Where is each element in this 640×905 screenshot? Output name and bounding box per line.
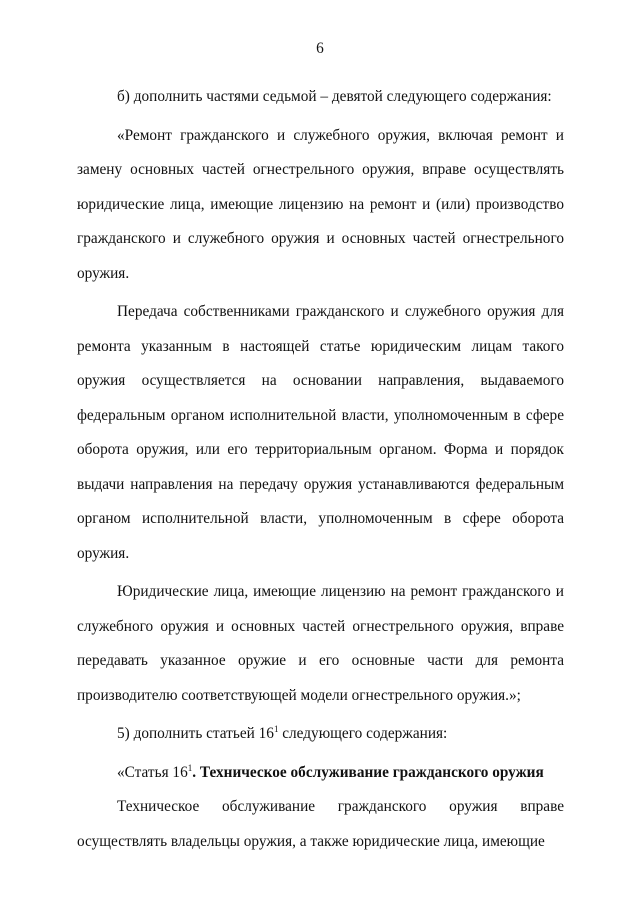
article-label-dot: . [192,763,200,781]
paragraph-legal-entities: Юридические лица, имеющие лицензию на ремонт гражданского и служебного оружия и основных частей огнестрельного оружия, вправе передавать указанное оружие и его основные части для ремонта производителю соответствующей модели огнестрельного оружия.»; [77,583,564,704]
add-article-text: 5) дополнить статьей 16 [117,725,274,742]
paragraph-add-article [77,717,564,752]
paragraph-amendment-intro: б) дополнить частями седьмой – девятой следующего содержания: [117,88,552,105]
article-heading [77,756,564,791]
article-label: «Статья 16 [117,763,188,781]
paragraph-repair: «Ремонт гражданского и служебного оружия, включая ремонт и замену основных частей огнестрельного оружия, вправе осуществлять юридические лица, имеющие лицензию на ремонт и (или) производство гражданского и служебного оружия и основных частей огнестрельного оружия. [77,126,564,282]
add-article-text-end: следующего содержания: [278,725,448,742]
paragraph-maintenance: Техническое обслуживание гражданского оружия вправе осуществлять владельцы оружия, а также юридические лица, имеющие [77,798,564,850]
paragraph-transfer: Передача собственниками гражданского и служебного оружия для ремонта указанным в настоящей статье юридическим лицам такого оружия осуществляется на основании направления, выдаваемого федеральным органом исполнительной власти, уполномоченным в сфере оборота оружия, или его территориальным органом. Форма и порядок выдачи направления на передачу оружия устанавливаются федеральным органом исполнительной власти, уполномоченным в сфере оборота оружия. [77,303,564,562]
page-number: 6 [316,40,324,57]
article-superscript: 1 [273,723,279,734]
article-title: Техническое обслуживание гражданского оружия [199,763,544,781]
article-heading-superscript: 1 [187,762,193,773]
document-body [77,80,564,859]
